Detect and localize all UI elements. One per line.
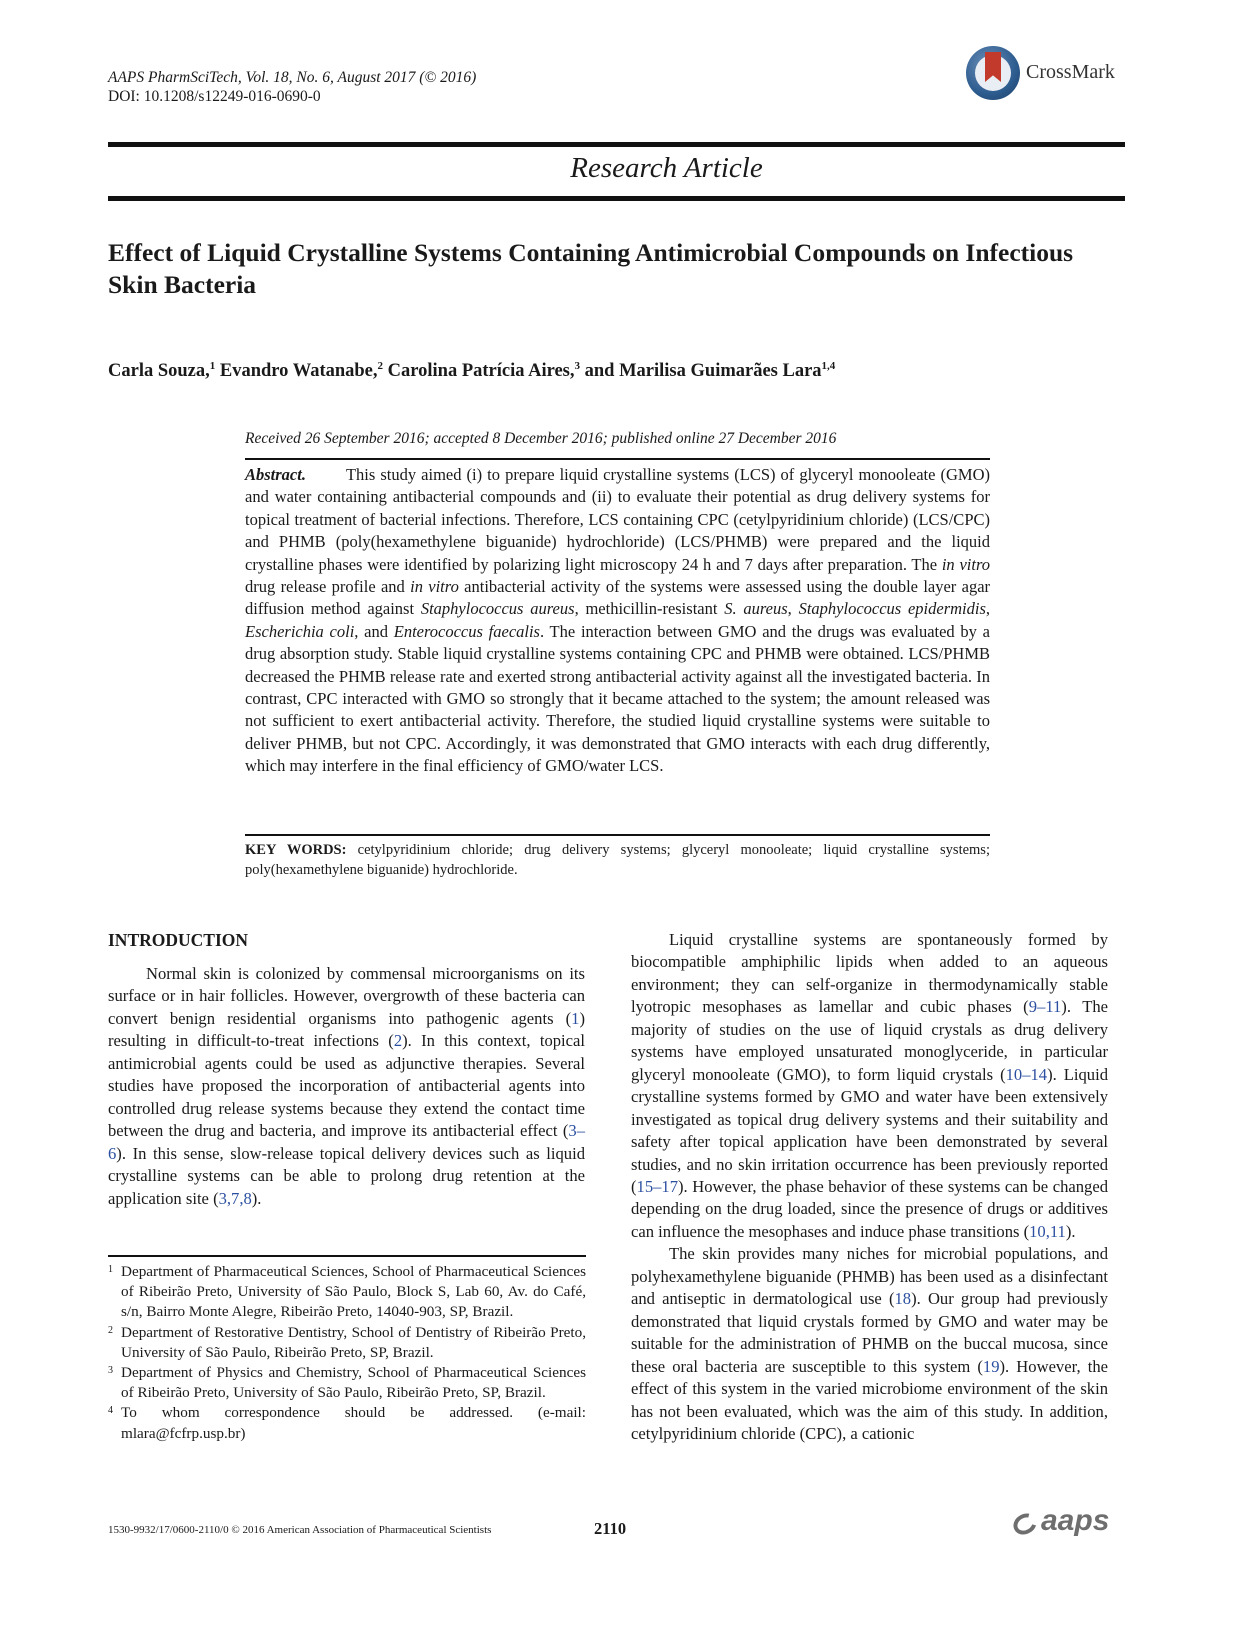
paragraph: The skin provides many niches for microbial populations, and polyhexamethylene biguanide (PHMB) has been used as a disinfectant and antiseptic in dermatological use (18). Our group had previously demonstrated that liquid crystals formed by GMO and water may be suitable for the administration of PHMB on the buccal mucosa, since these oral bacteria are susceptible to this system (19). However, the effect of this system in the varied microbiome environment of the skin has not been evaluated, which was the aim of this study. In addition, cetylpyridinium chloride (CPC), a cationic bbox=[631, 1244, 1109, 1443]
affiliation-mark: 3 bbox=[574, 360, 581, 372]
aaps-logo bbox=[1013, 1504, 1127, 1538]
affiliation-mark: 1,4 bbox=[821, 360, 836, 372]
affiliation-footnotes bbox=[108, 1262, 586, 1444]
header-rule-top bbox=[108, 142, 1125, 147]
received-dates: Received 26 September 2016; accepted 8 December 2016; published online 27 December 2016 bbox=[245, 430, 837, 447]
citation-link[interactable]: 18 bbox=[894, 1289, 912, 1309]
author-list bbox=[108, 360, 1108, 382]
footnote: 4 To whom correspondence should be addressed. (e-mail: mlara@fcfrp.usp.br) bbox=[108, 1404, 586, 1442]
paragraph: Liquid crystalline systems are spontaneously formed by biocompatible amphiphilic lipids when added to an aqueous environment; they can self-organize in thermodynamically stable lyotropic mesophases as lamellar and cubic phases (9–11). The majority of studies on the use of liquid crystals as drug delivery systems have employed unsaturated monoglyceride, in particular glyceryl monooleate (GMO), to form liquid crystals (10–14). Liquid crystalline systems formed by GMO and water have been extensively investigated as topical drug delivery systems and their suitability and safety after topical application have been demonstrated by several studies, and no skin irritation occurrence has been previously reported (15–17). However, the phase behavior of these systems can be changed depending on the drug loaded, since the presence of drugs or additives can influence the mesophases and induce phase transitions (10,11). bbox=[631, 930, 1108, 1241]
copyright-line: 1530-9932/17/0600-2110/0 © 2016 American Association of Pharmaceutical Scientists bbox=[108, 1524, 492, 1536]
citation-link[interactable]: 15–17 bbox=[636, 1176, 679, 1196]
citation-link[interactable]: 10–14 bbox=[1005, 1064, 1048, 1084]
keywords bbox=[245, 841, 990, 880]
doi: DOI: 10.1208/s12249-016-0690-0 bbox=[108, 88, 321, 105]
journal-citation: AAPS PharmSciTech, Vol. 18, No. 6, August 2017 (© 2016) bbox=[108, 69, 477, 86]
crossmark-icon bbox=[966, 46, 1020, 100]
citation-link[interactable]: 3,7,8 bbox=[218, 1188, 252, 1208]
citation-link[interactable]: 3–6 bbox=[108, 1121, 585, 1163]
author-name[interactable]: Carolina Patrícia Aires, bbox=[387, 361, 575, 382]
aaps-logo-text: aaps bbox=[1041, 1504, 1110, 1537]
header-rule-bottom bbox=[108, 196, 1125, 201]
keywords-text: cetylpyridinium chloride; drug delivery systems; glyceryl monooleate; liquid crystalline systems; poly(hexamethylene biguanide) hydrochloride. bbox=[245, 842, 990, 878]
left-column bbox=[108, 963, 585, 1210]
affiliation-mark: 1 bbox=[209, 360, 216, 372]
article-title: Effect of Liquid Crystalline Systems Containing Antimicrobial Compounds on Infectious Skin Bacteria bbox=[108, 238, 1074, 299]
citation-link[interactable]: 1 bbox=[571, 1008, 580, 1028]
abstract-rule-bottom bbox=[245, 834, 990, 836]
abstract: Abstract. This study aimed (i) to prepare liquid crystalline systems (LCS) of glyceryl monooleate (GMO) and water containing antibacterial compounds and (ii) to evaluate their potential as drug delivery systems for topical treatment of bacterial infections. Therefore, LCS containing CPC (cetylpyridinium chloride) (LCS/CPC) and PHMB (poly(hexamethylene biguanide) hydrochloride) (LCS/PHMB) were prepared and the liquid crystalline phases were identified by polarizing light microscopy 24 h and 7 days after preparation. The in vitro drug release profile and in vitro antibacterial activity of the systems were assessed using the double layer agar diffusion method against Staphylococcus aureus, methicillin-resistant S. aureus, Staphylococcus epidermidis, Escherichia coli, and Enterococcus faecalis. The interaction between GMO and the drugs was evaluated by a drug absorption study. Stable liquid crystalline systems containing CPC and PHMB were obtained. LCS/PHMB decreased the PHMB release rate and exerted strong antibacterial activity against all the investigated bacteria. In contrast, CPC interacted with GMO so strongly that it became attached to the system; the amount released was not sufficient to exert antibacterial activity. Therefore, the studied liquid crystalline systems were suitable to deliver PHMB, but not CPC. Accordingly, it was demonstrated that GMO interacts with each drug differently, which may interfere in the final efficiency of GMO/water LCS. bbox=[245, 465, 991, 776]
section-heading-introduction: INTRODUCTION bbox=[108, 930, 249, 950]
footnote: 1 Department of Pharmaceutical Sciences, School of Pharmaceutical Sciences of Ribeirão Preto, University of São Paulo, Block S, Lab 60, Av. do Café, s/n, Bairro Monte Alegre, Ribeirão Preto, 14040-903, SP, Brazil. bbox=[108, 1263, 586, 1321]
affiliation-mark: 2 bbox=[377, 360, 384, 372]
footnote-rule bbox=[108, 1255, 586, 1257]
citation-link[interactable]: 10,11 bbox=[1029, 1221, 1066, 1241]
citation-link[interactable]: 19 bbox=[982, 1356, 1000, 1376]
author-name[interactable]: Evandro Watanabe, bbox=[219, 361, 378, 382]
article-type: Research Article bbox=[570, 152, 763, 184]
aaps-swirl-icon bbox=[1010, 1509, 1041, 1538]
citation-link[interactable]: 9–11 bbox=[1028, 997, 1062, 1017]
right-column bbox=[631, 929, 1108, 1445]
page-number: 2110 bbox=[594, 1519, 627, 1538]
abstract-rule-top bbox=[245, 458, 990, 460]
author-name[interactable]: Carla Souza, bbox=[108, 361, 210, 382]
footnote: 2 Department of Restorative Dentistry, School of Dentistry of Ribeirão Preto, University of São Paulo, Ribeirão Preto, SP, Brazil. bbox=[108, 1323, 586, 1361]
paragraph: Normal skin is colonized by commensal microorganisms on its surface or in hair follicles. However, overgrowth of these bacteria can convert benign residential organisms into pathogenic agents (1) resulting in difficult-to-treat infections (2). In this context, topical antimicrobial agents could be used as adjunctive therapies. Several studies have proposed the incorporation of antibacterial agents into controlled drug release systems because they extend the contact time between the drug and bacteria, and improve its antibacterial effect (3–6). In this sense, slow-release topical delivery devices such as liquid crystalline systems can be able to prolong drug retention at the application site (3,7,8). bbox=[108, 964, 585, 1208]
abstract-label: Abstract. bbox=[245, 465, 306, 484]
footnote: 3 Department of Physics and Chemistry, School of Pharmaceutical Sciences of Ribeirão Preto, University of São Paulo, Ribeirão Preto, SP, Brazil. bbox=[108, 1364, 586, 1402]
crossmark-label: CrossMark bbox=[1026, 61, 1115, 83]
author-name[interactable]: and Marilisa Guimarães Lara bbox=[584, 361, 822, 382]
keywords-label: KEY WORDS: bbox=[245, 842, 347, 858]
citation-link[interactable]: 2 bbox=[393, 1031, 403, 1051]
crossmark-badge[interactable] bbox=[966, 46, 1126, 102]
